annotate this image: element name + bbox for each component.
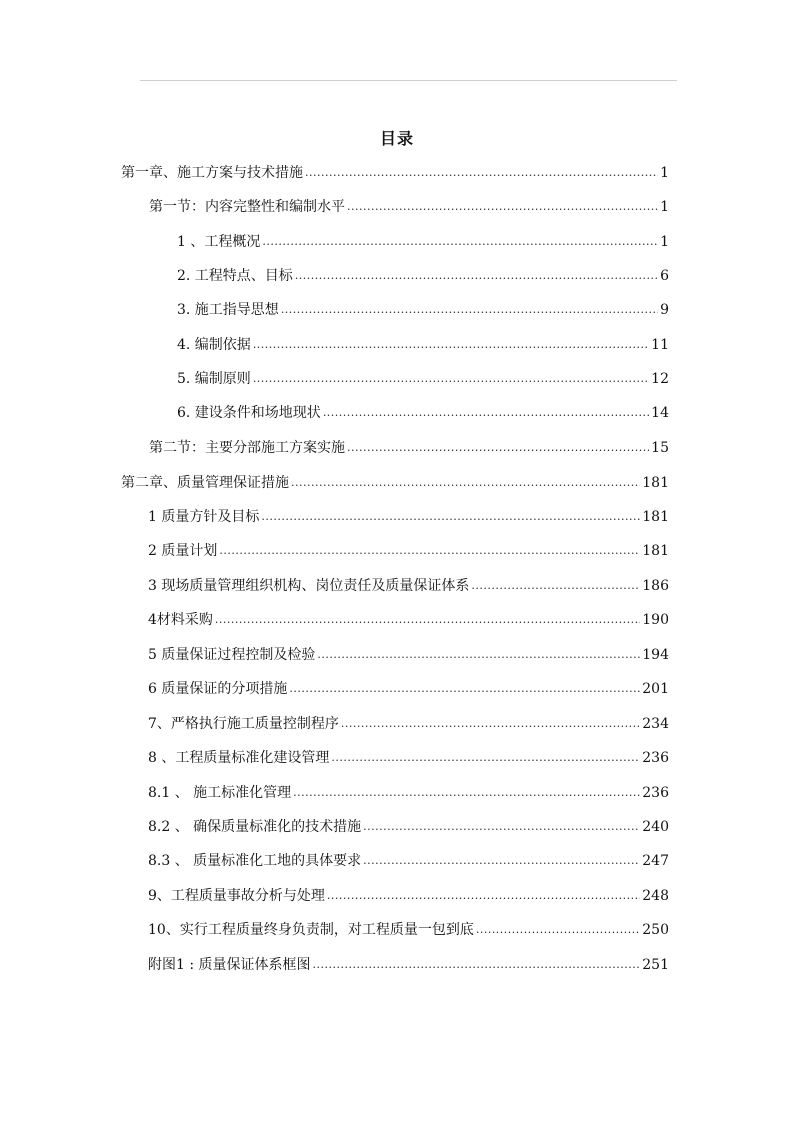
- dot-leader: [253, 335, 649, 355]
- dot-leader: [295, 266, 658, 286]
- toc-entry-label: 8.3 、 质量标准化工地的具体要求: [148, 853, 362, 869]
- dot-leader: [262, 232, 658, 252]
- toc-entry-page: 14: [651, 405, 669, 421]
- toc-entry-page: 1: [660, 199, 669, 215]
- toc-entry-page: 236: [642, 750, 669, 766]
- dot-leader: [293, 783, 640, 803]
- toc-entry[interactable]: [148, 576, 669, 596]
- dot-leader: [476, 920, 640, 940]
- dot-leader: [347, 438, 649, 458]
- toc-entry[interactable]: [177, 232, 669, 252]
- toc-entry-label: 6. 建设条件和场地现状: [177, 405, 321, 421]
- toc-entry-label: 5. 编制原则: [177, 371, 251, 387]
- toc-entry-label: 2. 工程特点、目标: [177, 268, 293, 284]
- dot-leader: [215, 610, 640, 630]
- toc-entry-page: 12: [651, 371, 669, 387]
- toc-entry-page: 1: [660, 165, 669, 181]
- toc-entry-label: 6 质量保证的分项措施: [148, 681, 288, 697]
- toc-entry[interactable]: [149, 438, 669, 458]
- toc-entry-label: 5 质量保证过程控制及检验: [148, 647, 316, 663]
- toc-entry-label: 8.1 、 施工标准化管理: [148, 785, 292, 801]
- toc-entry-label: 第二章、质量管理保证措施: [121, 475, 289, 491]
- toc-entry-label: 3 现场质量管理组织机构、岗位责任及质量保证体系: [148, 578, 470, 594]
- toc-entry-label: 3. 施工指导思想: [177, 302, 279, 318]
- dot-leader: [291, 473, 640, 493]
- toc-entry-page: 248: [642, 888, 669, 904]
- toc-entry-page: 201: [642, 681, 669, 697]
- dot-leader: [327, 886, 640, 906]
- toc-entry-label: 8 、工程质量标准化建设管理: [148, 750, 330, 766]
- dot-leader: [341, 714, 640, 734]
- dot-leader: [313, 955, 641, 975]
- toc-entry[interactable]: [148, 783, 669, 803]
- toc-title: 目录: [379, 129, 414, 148]
- toc-entry-page: 186: [642, 578, 669, 594]
- dot-leader: [253, 369, 649, 389]
- toc-entry-label: 第一章、施工方案与技术措施: [121, 165, 303, 181]
- toc-entry-label: 8.2 、 确保质量标准化的技术措施: [148, 819, 362, 835]
- toc-entry-label: 第一节：内容完整性和编制水平: [149, 199, 345, 215]
- dot-leader: [363, 817, 640, 837]
- toc-entry-page: 194: [642, 647, 669, 663]
- toc-entry-label: 附图1 : 质量保证体系框图: [148, 957, 311, 973]
- toc-entry[interactable]: [148, 645, 669, 665]
- toc-entry-page: 251: [642, 957, 669, 973]
- toc-entry-page: 9: [660, 302, 669, 318]
- toc-entry[interactable]: [148, 851, 669, 871]
- toc-entry[interactable]: [121, 163, 669, 183]
- toc-entry[interactable]: [148, 920, 669, 940]
- toc-entry-page: 181: [642, 475, 669, 491]
- toc-entry-page: 190: [642, 612, 669, 628]
- toc-entry[interactable]: [148, 748, 669, 768]
- dot-leader: [289, 679, 640, 699]
- toc-entry-page: 250: [642, 922, 669, 938]
- toc-entry-label: 1 质量方针及目标: [148, 509, 260, 525]
- toc-entry[interactable]: [148, 610, 669, 630]
- toc-entry-label: 9、工程质量事故分析与处理: [148, 888, 325, 904]
- toc-entry[interactable]: [148, 714, 669, 734]
- toc-entry-page: 181: [642, 543, 669, 559]
- toc-entry-page: 181: [642, 509, 669, 525]
- toc-entry[interactable]: [177, 369, 669, 389]
- dot-leader: [347, 197, 658, 217]
- toc-entry[interactable]: [177, 335, 669, 355]
- toc-entry-page: 1: [660, 234, 669, 250]
- toc-entry[interactable]: [177, 266, 669, 286]
- toc-entry[interactable]: [148, 541, 669, 561]
- toc-entry-page: 236: [642, 785, 669, 801]
- toc-entry[interactable]: [121, 473, 669, 493]
- toc-entry-label: 7、严格执行施工质量控制程序: [148, 716, 339, 732]
- dot-leader: [331, 748, 640, 768]
- dot-leader: [219, 541, 640, 561]
- dot-leader: [305, 163, 658, 183]
- toc-entry[interactable]: [177, 300, 669, 320]
- dot-leader: [471, 576, 640, 596]
- toc-entry-page: 6: [660, 268, 669, 284]
- toc-entry-page: 15: [651, 440, 669, 456]
- toc-entry-page: 234: [642, 716, 669, 732]
- toc-entry-page: 247: [642, 853, 669, 869]
- toc-entry-label: 1 、工程概况: [177, 234, 261, 250]
- toc-entry[interactable]: [148, 507, 669, 527]
- toc-entry[interactable]: [148, 679, 669, 699]
- toc-entry-label: 10、实行工程质量终身负责制，对工程质量一包到底: [148, 922, 474, 938]
- dot-leader: [281, 300, 658, 320]
- toc-entry-label: 4. 编制依据: [177, 337, 251, 353]
- toc-entry[interactable]: [148, 886, 669, 906]
- dot-leader: [323, 403, 649, 423]
- dot-leader: [317, 645, 640, 665]
- toc-entry-label: 2 质量计划: [148, 543, 218, 559]
- toc-entry-page: 11: [651, 337, 669, 353]
- toc-entry[interactable]: [149, 197, 669, 217]
- toc-entry-page: 240: [642, 819, 669, 835]
- toc-entry[interactable]: [177, 403, 669, 423]
- toc-entry-label: 第二节：主要分部施工方案实施: [149, 440, 345, 456]
- toc-entry[interactable]: [148, 955, 669, 975]
- dot-leader: [261, 507, 640, 527]
- dot-leader: [363, 851, 640, 871]
- toc-entry-label: 4材料采购: [148, 612, 213, 628]
- toc-entry[interactable]: [148, 817, 669, 837]
